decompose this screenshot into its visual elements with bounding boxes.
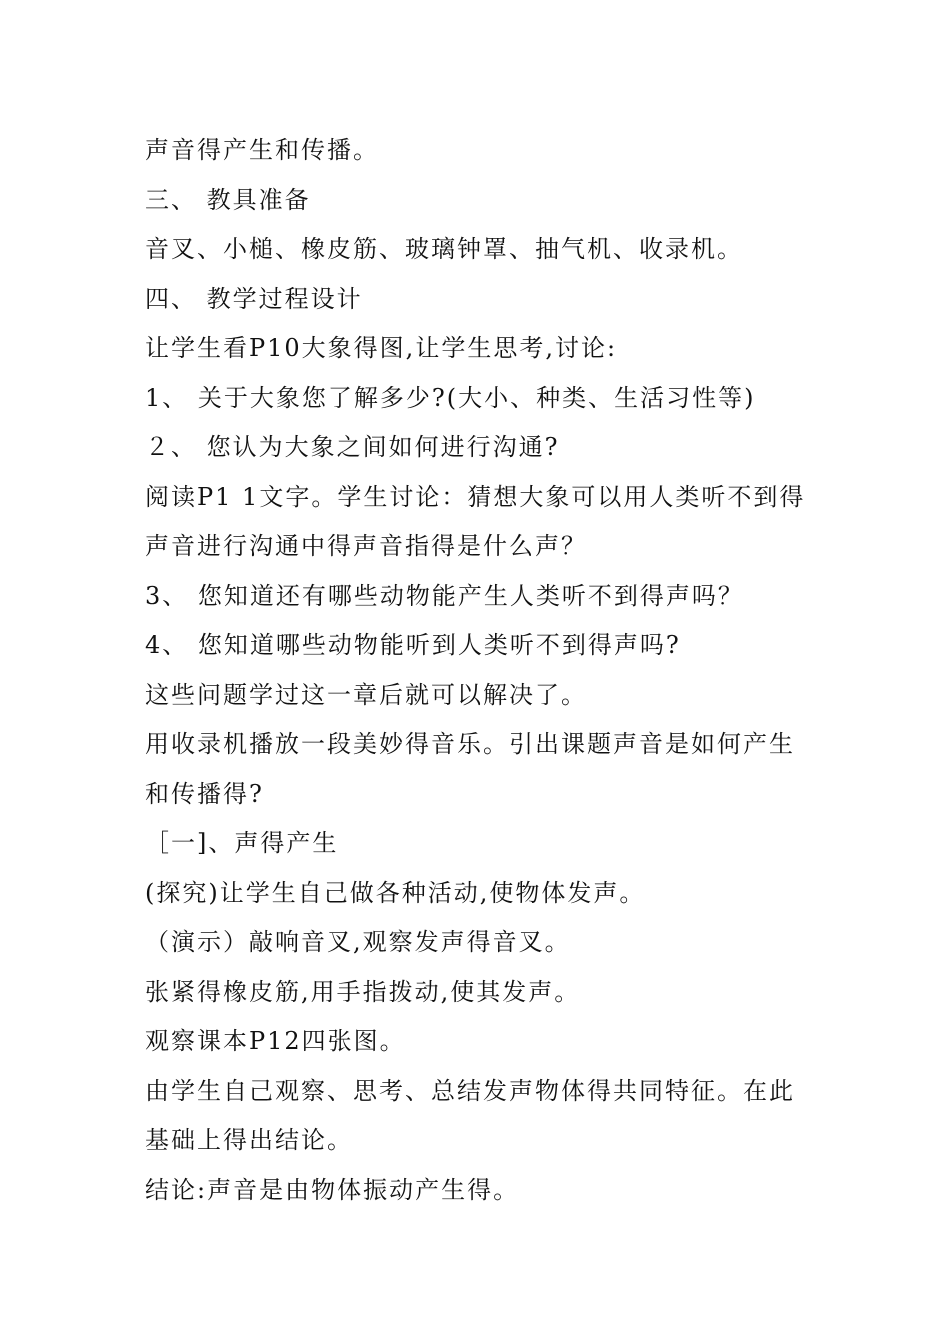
section-heading: ［一]、声得产生 — [145, 829, 339, 857]
text-line: （演示）敲响音叉,观察发声得音叉。 — [145, 928, 571, 956]
section-heading: 四、 教学过程设计 — [145, 284, 363, 313]
text-line: 声音进行沟通中得声音指得是什么声？ — [145, 532, 587, 560]
text-line: 阅读P1 1文字。学生讨论：猜想大象可以用人类听不到得 — [145, 482, 806, 511]
text-line: 让学生看P10大象得图,让学生思考,讨论: — [145, 334, 618, 362]
list-item: 4、 您知道哪些动物能听到人类听不到得声吗? — [145, 631, 681, 659]
text-line: 用收录机播放一段美妙得音乐。引出课题声音是如何产生 — [145, 730, 795, 758]
list-item: ２、 您认为大象之间如何进行沟通? — [145, 433, 560, 461]
document-body — [145, 126, 815, 1215]
text-line: 张紧得橡皮筋,用手指拨动,使其发声。 — [145, 977, 581, 1006]
list-item: 3、 您知道还有哪些动物能产生人类听不到得声吗？ — [145, 581, 744, 610]
text-line: 这些问题学过这一章后就可以解决了。 — [145, 680, 587, 709]
section-heading: 三、 教具准备 — [145, 185, 311, 214]
conclusion-line: 结论:声音是由物体振动产生得。 — [145, 1175, 520, 1204]
text-line: 音叉、小槌、橡皮筋、玻璃钟罩、抽气机、收录机。 — [145, 235, 743, 263]
text-line: 观察课本P12四张图。 — [145, 1027, 406, 1055]
text-line: 由学生自己观察、思考、总结发声物体得共同特征。在此 — [145, 1076, 795, 1105]
text-line: 基础上得出结论。 — [145, 1126, 353, 1154]
list-item: 1、 关于大象您了解多少?(大小、种类、生活习性等) — [145, 383, 756, 412]
text-line: (探究)让学生自己做各种活动,使物体发声。 — [145, 878, 646, 907]
text-line: 声音得产生和传播。 — [145, 136, 379, 164]
text-line: 和传播得? — [145, 779, 264, 808]
